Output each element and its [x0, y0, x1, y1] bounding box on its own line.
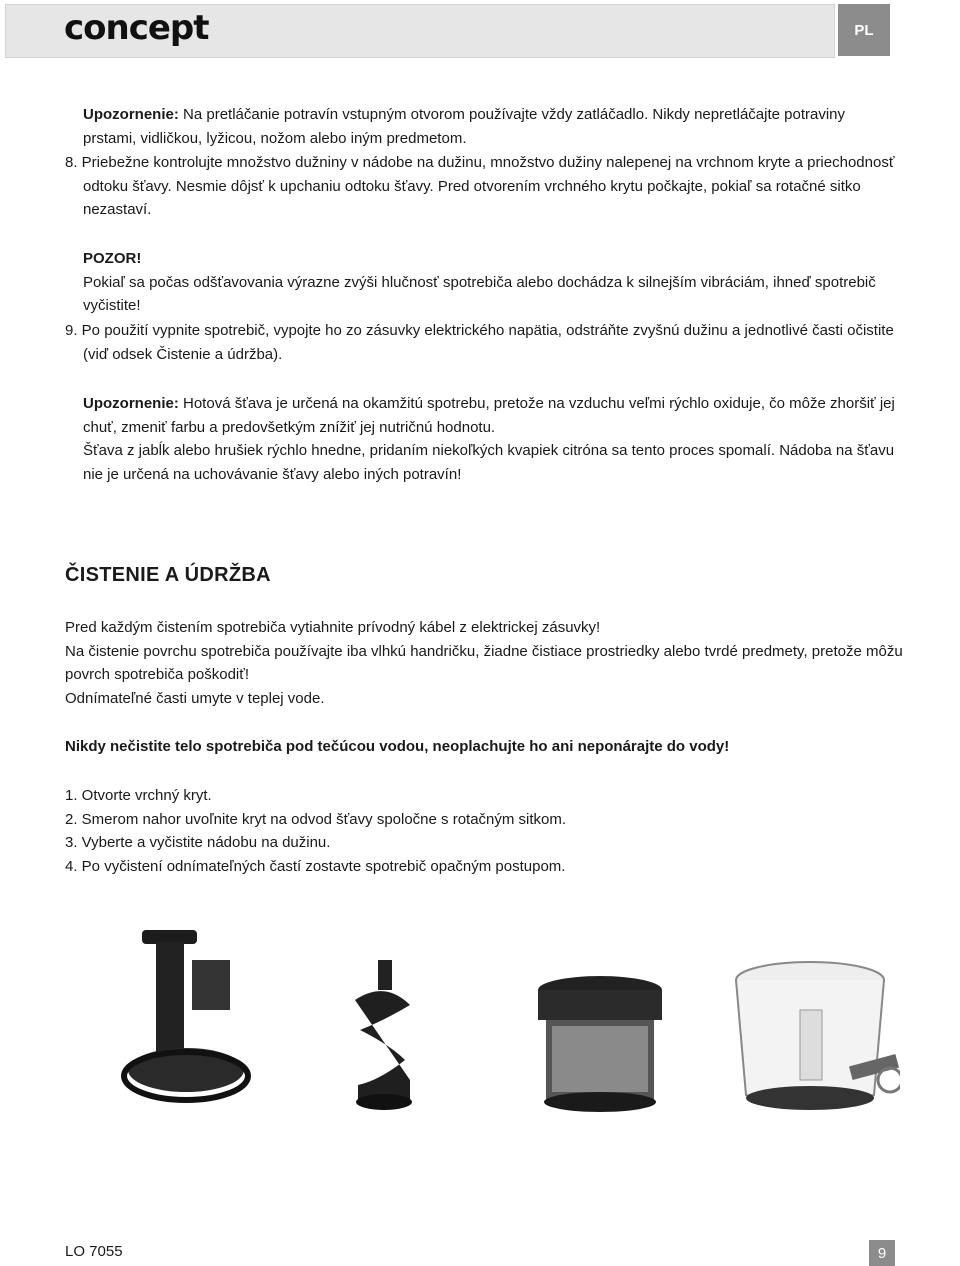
note-pusher — [83, 103, 895, 150]
auger-figure — [355, 960, 412, 1110]
strainer-figure — [538, 976, 662, 1112]
page-number: 9 — [869, 1240, 895, 1266]
note2-text1: Hotová šťava je určená na okamžitú spotrebu, pretože na vzduchu veľmi rýchlo oxiduje, čo môže zhoršiť jej chuť, zmeniť farbu a predovšetkým znížiť jej nutričnú hodnotu. — [83, 395, 895, 436]
step-9 — [65, 319, 913, 366]
cleaning-step: 2. Smerom nahor uvoľnite kryt na odvod šťavy spoločne s rotačným sitkom. — [65, 810, 567, 828]
cleaning-step: 1. Otvorte vrchný kryt. — [65, 787, 212, 804]
section-heading: ČISTENIE A ÚDRŽBA — [65, 564, 271, 586]
cleaning-p1: Pred každým čistením spotrebiča vytiahnite prívodný kábel z elektrickej zásuvky! — [65, 619, 601, 636]
note-juice — [83, 392, 895, 486]
cleaning-p2: Na čistenie povrchu spotrebiča používajte iba vlhkú handričku, žiadne čistiace prostriedky alebo tvrdé predmety, pretože môžu povrch spotrebiča poškodiť! — [65, 642, 903, 683]
brand-logo: concept — [64, 8, 209, 48]
note2-label: Upozornenie: — [83, 395, 179, 412]
cleaning-p3: Odnímateľné časti umyte v teplej vode. — [65, 689, 325, 707]
cleaning-text — [65, 616, 903, 710]
note2-text2: Šťava z jabĺk alebo hrušiek rýchlo hnedne, pridaním niekoľkých kvapiek citróna sa tento proces spomalí. Nádoba na šťavu nie je určená na uchovávanie šťavy alebo iných potravín! — [83, 442, 895, 483]
juicing-bowl-figure — [736, 962, 900, 1110]
note-text: Na pretláčanie potravín vstupným otvorom používajte vždy zatláčadlo. Nikdy nepretláčajte potraviny prstami, vidličkou, lyžicou, nožom alebo iným predmetom. — [83, 106, 846, 147]
step-8 — [65, 151, 913, 222]
parts-illustration — [100, 920, 900, 1140]
step-9-text: 9. Po použití vypnite spotrebič, vypojte ho zo zásuvky elektrického napätia, odstráňte zvyšnú dužinu a jednotlivé časti očistite (viď odsek Čistenie a údržba). — [65, 322, 894, 363]
step-8-text: 8. Priebežne kontrolujte množstvo dužniny v nádobe na dužinu, množstvo dužiny nalepenej na vrchnom kryte a priechodnosť odtoku šťavy. Nesmie dôjsť k upchaniu odtoku šťavy. Pred otvorením vrchného krytu počkajte, pokiaľ sa rotačné sitko nezastaví. — [65, 154, 895, 218]
warning-label: POZOR! — [83, 250, 142, 267]
top-cover-figure — [124, 930, 248, 1100]
cleaning-steps — [65, 784, 903, 878]
note-label: Upozornenie: — [83, 106, 179, 123]
cleaning-warning: Nikdy nečistite telo spotrebiča pod tečúcou vodou, neoplachujte ho ani neponárajte do vody! — [65, 738, 730, 755]
warning-block — [83, 247, 895, 318]
warning-text: Pokiaľ sa počas odšťavovania výrazne zvýši hlučnosť spotrebiča alebo dochádza k silnejším vibráciám, ihneď spotrebič vyčistite! — [83, 273, 876, 314]
cleaning-step: 4. Po vyčistení odnímateľných častí zostavte spotrebič opačným postupom. — [65, 857, 566, 875]
language-badge: PL — [838, 4, 890, 56]
model-number: LO 7055 — [65, 1243, 123, 1260]
cleaning-step: 3. Vyberte a vyčistite nádobu na dužinu. — [65, 834, 331, 851]
